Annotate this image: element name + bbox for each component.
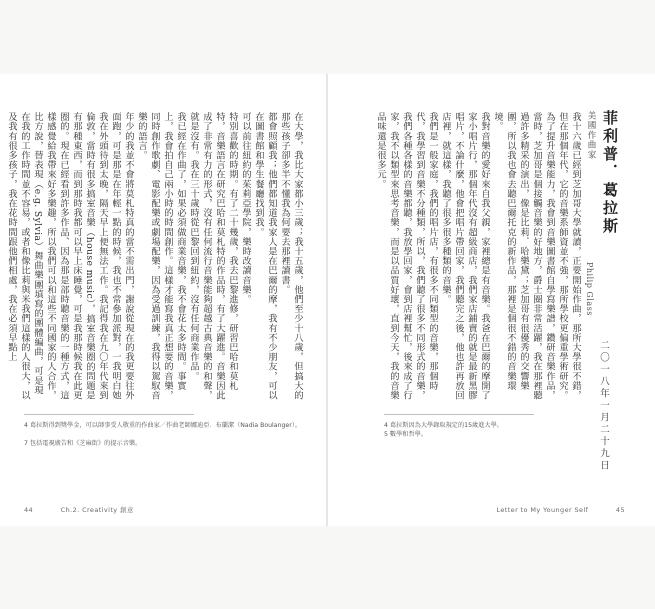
book-gutter: [326, 74, 328, 526]
left-page-body-text: 在大學，我比大家都小三歲；我十五歲，他們至少十八歲，但搞大的那些孩子卻多半不懂我為何要去那裡讀書。 都會照顧我；他們都知道我家人是在巴爾的摩，我有不少朋友，可以在圖書館和學生餐廳找到我。 可以前往紐約的茱莉亞學院，樂時改讀音樂。 特別喜歡的時期。有了二十幾歲，我去巴黎進修，研習巴哈和莫札特，音樂語言在研究巴哈和莫札特的作品時，有了大躍進。音樂因此成了非常有力的形式，沒有任何流行音樂能夠超越古典音樂的和聲，就是沒有。我在三十歲時從巴黎回到紐約，沒有任何商業作品。 我已經在作曲了，如果必須做商業音樂，我不會花太多時間。事實上，我會拍自己兩小時的時間創作。這樣才能寫我真正想要的音樂，同時創作歌劇、電影配樂或劇場配樂，因為受過訓練，我得以駕馭音樂的語言。 年少的我並不會將莫札特真的當不需出門，謝說從現在的我更要往外面跑，可是那是在年輕一點的時候，我也不常參加派對，一我明白她我在外頭待到太晚，隔天早上便無法工作。我記得我在九〇年代來到倫敦，當時有很多搞室音樂（house music），搞室音樂圈的問題是有那種東西，而到那時我都可以早上床睡覺，可是我那時候我在此更圈的。現在已經看到許多作品、因為那是部時聽音樂的一種方式，這樣感覺給我帶來好多樂趣，所以我們可以和這些不同國家的人合作，比方說，替表現（e.g. Sylvia）舞曲樂團填寫的團體編曲，可是現在我的工作時間並不容易，或者和像比莉與米我們這樣的人很大，以及我有很多孩子，我在花時間跟他們相處，我在必須早點上: [6, 112, 303, 401]
left-footnote-7: 7 包括電視廣告和《芝麻街》的提示音樂。: [24, 440, 142, 447]
right-page-folio: Letter to My Younger Self 45: [496, 506, 625, 514]
interviewee-role: 美國作曲家: [586, 111, 596, 160]
interview-date: 二〇一八年一月二十九日: [598, 340, 609, 472]
right-footnote-divider: [384, 414, 534, 415]
left-footnote-divider: [24, 414, 194, 415]
right-footnote-4: 4 葛拉斯因為大學錄取規定的15歲進大學。: [384, 422, 503, 429]
right-footnote-5: 5 數學和哲學。: [384, 431, 428, 438]
right-page-body-text: 我十六歲已經到芝加哥大學就讀，正要開始作曲，那所大學很不錯，但在那個年代，它的音樂系師資並不強，那所學校更偏重學術研究。為了提升音樂能力，我會到音樂圖書館自學寫樂譜，鑽研音樂作品，當時，芝加哥是個接觸音樂的好地方，爵士圈非常活躍，我在那裡聽過許多精采的演出，像是比莉．哈樂黛；芝加哥有很優秀的交響樂團，所以我也會去聽巴爾托克的新作品，那裡是個很不錯的音樂環境。 我對音樂的愛好來自我父親，家裡總是有音樂。我爸在巴爾的摩開了家小唱片行，那個年代沒有超級商店，我們家店鋪賣的就是最新黑膠唱片，不論什麼，他會把唱片帶回家，我們聽完之後，他也許再放回店裡，就這樣，我聽了很多很多種類的音樂。 我們是一般家庭，我們的唱片店，有很多不同類型的音樂，那個時代，我學習到音樂不分種類，所以，我們聽了很多不同形式的音樂，我們各種各樣的音樂都聽，我放學回家，會到店裡幫忙，後來成了行家，我不以類型來思考音樂，而是以品質好壞，直到今天，我的音樂品味還是很多元。: [375, 112, 581, 400]
interviewee-name: 菲利普．葛拉斯: [601, 110, 619, 236]
interviewee-romanized-name: Philip Glass: [585, 262, 594, 316]
left-page-folio: 44 Ch.2. Creativity 創意: [24, 506, 134, 514]
left-footnote-4: 4 葛拉斯得到獎學金，可以師事受人敬重的作曲家／作曲老師娜迪亞．布蘭潔（Nadia Boulanger）。: [24, 422, 302, 429]
